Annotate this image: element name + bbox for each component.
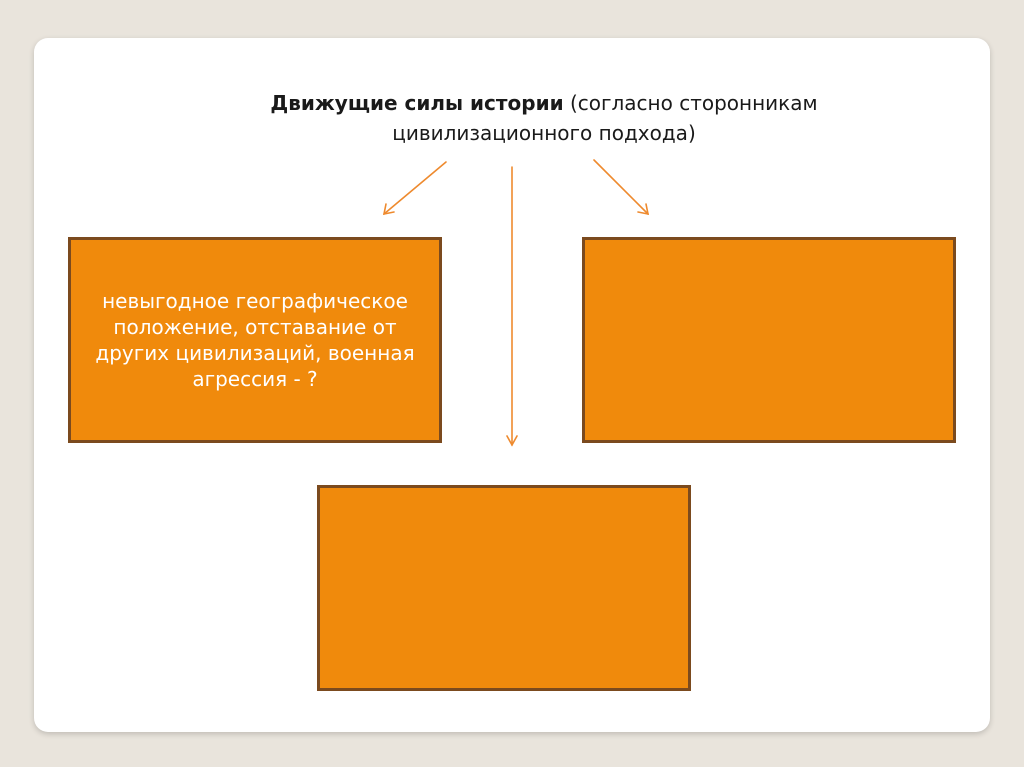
diagram-title bbox=[264, 88, 824, 148]
arrow-center-head bbox=[507, 436, 517, 445]
box-left-text: невыгодное географическое положение, отставание от других цивилизаций, военная агрессия - ? bbox=[95, 289, 415, 391]
arrow-left bbox=[384, 162, 446, 214]
arrow-left-head bbox=[384, 204, 394, 214]
box-bottom bbox=[317, 485, 691, 691]
title-rest-text: (согласно сторонникам цивилизационного подхода) bbox=[392, 91, 818, 145]
box-right bbox=[582, 237, 956, 443]
slide bbox=[34, 38, 990, 732]
arrow-right-head bbox=[638, 204, 648, 214]
arrow-right bbox=[594, 160, 648, 214]
title-bold-text: Движущие силы истории bbox=[270, 91, 564, 115]
box-left bbox=[68, 237, 442, 443]
